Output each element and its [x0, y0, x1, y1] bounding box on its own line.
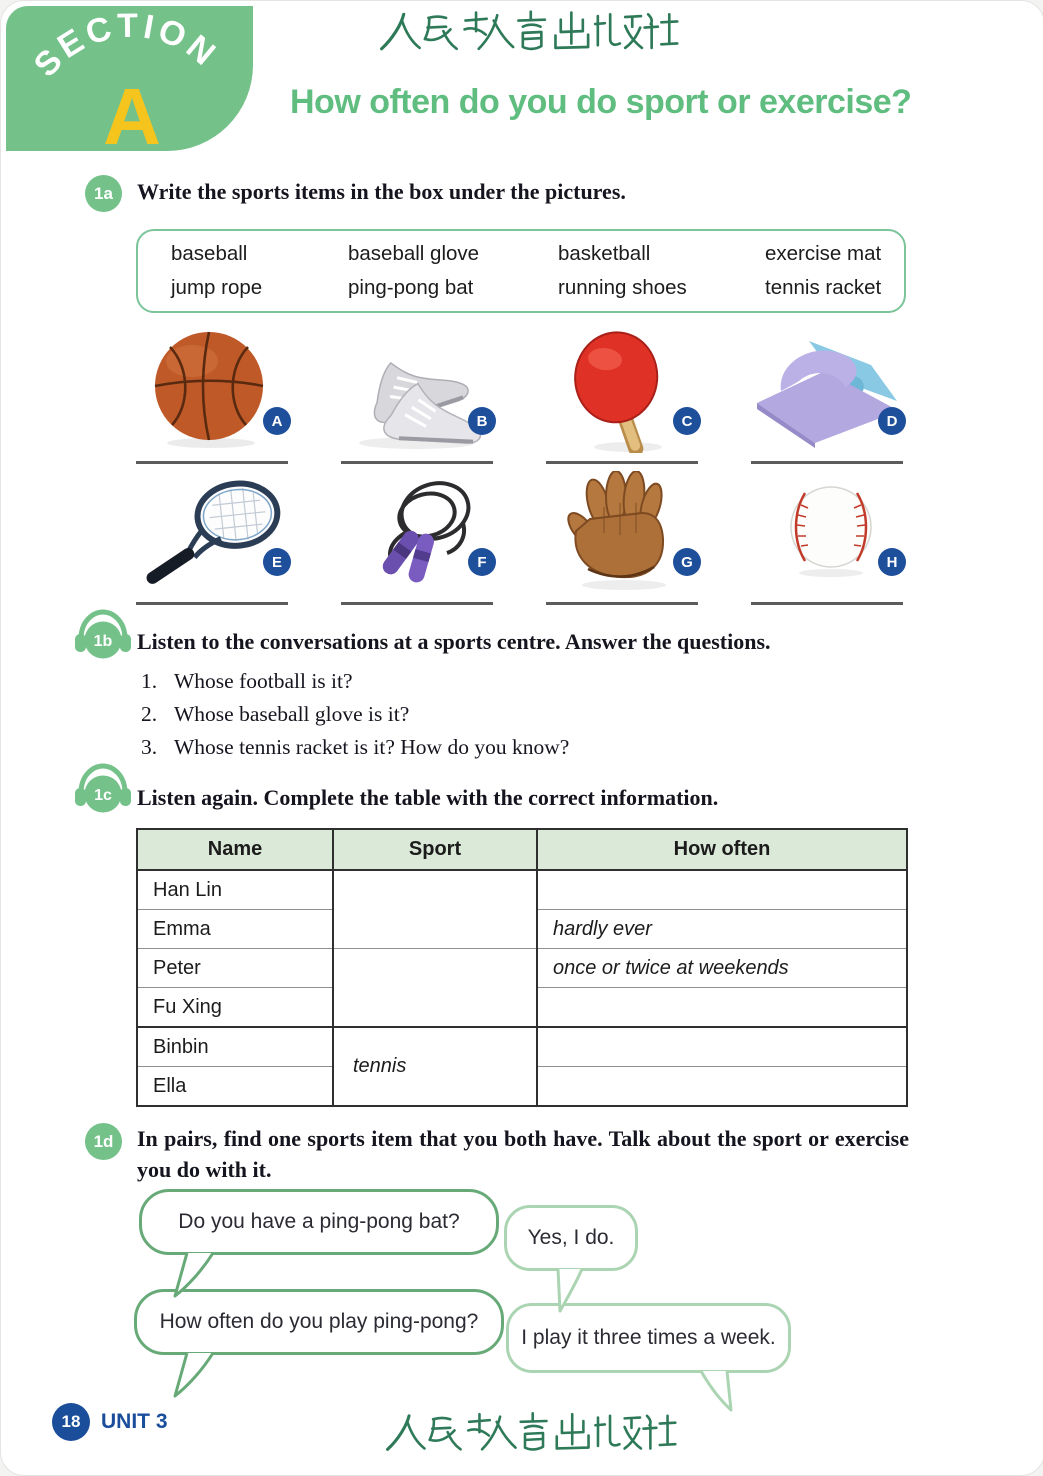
name-cell: Binbin	[137, 1027, 333, 1067]
how-often-cell	[537, 988, 907, 1028]
speech-bubble-answer-1: Yes, I do.	[504, 1205, 638, 1271]
answer-line-b	[341, 461, 493, 464]
answer-line-c	[546, 461, 698, 464]
jump-rope-photo	[355, 471, 485, 591]
word-box-item: jump rope	[171, 276, 263, 299]
answer-line-g	[546, 602, 698, 605]
section-word: SECTION	[26, 6, 226, 85]
picture-card-running-shoes	[341, 329, 496, 467]
name-cell: Fu Xing	[137, 988, 333, 1028]
how-often-cell	[537, 1067, 907, 1107]
speech-bubble-tail	[546, 1267, 592, 1313]
col-header-how-often: How often	[537, 829, 907, 870]
sport-cell	[333, 870, 537, 949]
word-box-item: ping-pong bat	[348, 276, 474, 299]
col-header-name: Name	[137, 829, 333, 870]
running-shoes-photo	[341, 329, 493, 451]
name-cell: Peter	[137, 949, 333, 988]
how-often-cell: once or twice at weekends	[537, 949, 907, 988]
table-row-han-lin	[137, 870, 907, 910]
section-arc-text	[6, 6, 253, 151]
question-text: Whose baseball glove is it?	[174, 702, 410, 726]
answer-line-d	[751, 461, 903, 464]
answer-line-a	[136, 461, 288, 464]
speech-bubble-question-2: How often do you play ping-pong?	[134, 1289, 504, 1355]
picture-card-exercise-mat	[751, 329, 906, 467]
section-header-block	[6, 6, 253, 151]
picture-letter-badge: E	[263, 548, 291, 576]
name-cell: Emma	[137, 910, 333, 949]
answer-line-h	[751, 602, 903, 605]
word-box-item: baseball glove	[348, 242, 480, 265]
publisher-calligraphy-logo	[379, 9, 679, 60]
activity-1d-badge: 1d	[85, 1123, 122, 1160]
activity-1b-instruction: Listen to the conversations at a sports centre. Answer the questions.	[137, 629, 771, 654]
activity-1a-badge: 1a	[85, 175, 122, 212]
answer-line-f	[341, 602, 493, 605]
picture-letter-badge: D	[878, 407, 906, 435]
name-cell: Han Lin	[137, 870, 333, 910]
picture-letter-badge: B	[468, 407, 496, 435]
picture-card-baseball-glove	[546, 471, 701, 609]
how-often-cell: hardly ever	[537, 910, 907, 949]
ping-pong-bat-photo	[562, 329, 687, 453]
question-number: 1.	[141, 669, 158, 693]
question-3	[141, 735, 569, 760]
question-text: Whose tennis racket is it? How do you know?	[174, 735, 570, 759]
activity-1c-badge-label: 1c	[94, 787, 112, 804]
sport-cell: tennis	[333, 1027, 537, 1106]
question-2	[141, 702, 409, 727]
picture-letter-badge: G	[673, 548, 701, 576]
picture-letter-badge: H	[878, 548, 906, 576]
activity-1c-instruction: Listen again. Complete the table with the correct information.	[137, 785, 719, 810]
picture-letter-badge: C	[673, 407, 701, 435]
question-text: Whose football is it?	[174, 669, 353, 693]
listening-table	[136, 828, 908, 1107]
activity-1a-instruction: Write the sports items in the box under the pictures.	[137, 179, 626, 204]
picture-letter-badge: A	[263, 407, 291, 435]
table-header-row	[137, 829, 907, 870]
question-number: 3.	[141, 735, 158, 759]
publisher-calligraphy-logo	[385, 1411, 677, 1460]
unit-label: UNIT 3	[101, 1410, 168, 1433]
question-1	[141, 669, 353, 694]
word-box-item: tennis racket	[765, 276, 882, 299]
activity-1b-badge-label: 1b	[93, 633, 113, 650]
word-box-item: exercise mat	[765, 242, 882, 265]
speech-bubble-tail	[169, 1351, 229, 1399]
speech-bubble-answer-2: I play it three times a week.	[506, 1303, 791, 1373]
speech-bubble-question-1: Do you have a ping-pong bat?	[139, 1189, 499, 1255]
basketball-photo	[150, 331, 272, 449]
how-often-cell	[537, 1027, 907, 1067]
picture-card-tennis-racket	[136, 471, 291, 609]
word-box-item: baseball	[171, 242, 248, 265]
table-row-binbin	[137, 1027, 907, 1067]
calligraphy-strokes	[379, 9, 679, 55]
page-title: How often do you do sport or exercise?	[290, 83, 912, 121]
table-row-peter	[137, 949, 907, 988]
activity-1b-badge	[74, 607, 132, 668]
answer-line-e	[136, 602, 288, 605]
exercise-mat-photo	[751, 329, 903, 449]
picture-card-baseball	[751, 471, 906, 609]
sport-cell	[333, 949, 537, 1028]
page-number-badge: 18	[52, 1403, 90, 1441]
question-number: 2.	[141, 702, 158, 726]
speech-bubble-tail	[169, 1251, 229, 1299]
word-box	[136, 229, 906, 313]
picture-card-jump-rope	[341, 471, 496, 609]
word-box-item: running shoes	[558, 276, 687, 299]
how-often-cell	[537, 870, 907, 910]
calligraphy-strokes	[385, 1411, 677, 1455]
col-header-sport: Sport	[333, 829, 537, 870]
activity-1d-instruction: In pairs, find one sports item that you both have. Talk about the sport or exercise you do with it.	[137, 1126, 909, 1182]
baseball-photo	[781, 479, 881, 579]
word-box-item: basketball	[558, 242, 651, 265]
name-cell: Ella	[137, 1067, 333, 1107]
baseball-glove-photo	[564, 471, 684, 591]
section-letter: A	[103, 72, 161, 151]
activity-1c-badge	[74, 761, 132, 822]
picture-card-ping-pong-bat	[546, 329, 701, 467]
speech-bubble-tail	[689, 1369, 743, 1413]
picture-letter-badge: F	[468, 548, 496, 576]
picture-card-basketball	[136, 329, 291, 467]
